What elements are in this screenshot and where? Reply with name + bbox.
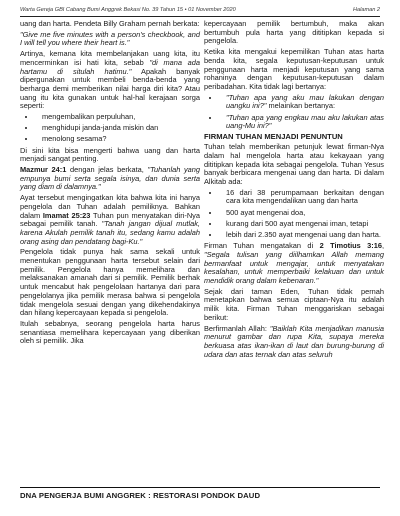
paragraph: kepercayaan pemilik bertumbuh, maka akan bertumbuh pula harta yang dititipkan kepada si pengelola. <box>204 19 384 46</box>
bullet-list <box>20 113 200 144</box>
paragraph: Tuhan telah memberikan petunjuk lewat firman-Nya dalam hal mengelola harta atau kekayaan yang dititipkan kepada kita sebagai pengelola. Tuhan Yesus banyak berbicara mengenai uang dan harta. Di dalam Alkitab ada: <box>204 142 384 186</box>
header-info: Warta Gereja GBI Cabang Bumi Anggrek Bekasi No. 39 Tahun 15 • 01 November 2020 <box>20 7 236 13</box>
list-item: • 16 dari 38 perumpamaan berkaitan dengan cara kita mengendalikan uang dan harta <box>220 189 384 206</box>
page-number: Halaman 2 <box>352 7 380 13</box>
list-item: • kurang dari 500 ayat mengenai iman, tetapi <box>220 220 384 229</box>
list-item: • menolong sesama? <box>36 135 200 144</box>
bullet-list <box>204 189 384 240</box>
list-item: • "Tuhan apa yang aku mau lakukan dengan uangku ini?" melainkan bertanya: <box>220 94 384 111</box>
list-item: • lebih dari 2.350 ayat mengenai uang dan harta. <box>220 231 384 240</box>
paragraph: Berfirmanlah Allah: "Baiklah Kita menjadikan manusia menurut gambar dan rupa Kita, supaya mereka berkuasa atas ikan-ikan di laut dan burung-burung di udara dan atas ternak dan atas seluruh <box>204 323 384 359</box>
paragraph: Pengelola tidak punya hak sama sekali untuk menentukan penggunaan harta tersebut selain dari pemilik. Pengelola hanya memelihara dan melaksanakan amanah dari si pemilik. Pemilik berhak untuk mencabut hak pengelolaan hartanya dari para pengelolanya jika pemilik merasa bahwa si pengelola tidak mengelola sesuai dengan yang dikehendakinya dan hilang kepercayaan kepada si pengelola. <box>20 247 200 318</box>
paragraph: Ketika kita mengakui kepemilikan Tuhan atas harta benda kita, segala keputusan-keputusan untuk penggunaan harta menjadi keputusan yang sama rohaninya dengan keputusan-keputusan dalam peribadahan. Kita tidak lagi bertanya: <box>204 47 384 91</box>
paragraph: Mazmur 24:1 dengan jelas berkata, "Tuhanlah yang empunya bumi serta segala isinya, dan dunia serta yang diam di dalamnya." <box>20 165 201 192</box>
paragraph: Ayat tersebut mengingatkan kita bahwa kita ini hanya pengelola dan Tuhan adalah pemiliknya. Bahkan dalam Imamat 25:23 Tuhan pun menyatakan diri-Nya sebagai pemilik tanah. "Tanah jangan dijual mutlak, karena Akulah pemilik tanah itu, sedang kamu adalah orang asing dan pendatang bagi-Ku." <box>20 193 200 246</box>
list-item: • 500 ayat mengenai doa, <box>220 209 384 218</box>
list-item: • menghidupi janda-janda miskin dan <box>36 124 200 133</box>
header-divider <box>20 16 380 17</box>
quote-billy-graham: "Give me five minutes with a person's checkbook, and I will tell you where their heart is." <box>20 29 200 48</box>
right-column <box>204 20 384 361</box>
paragraph: Sejak dari taman Eden, Tuhan tidak pernah menetapkan bahwa semua ciptaan-Nya itu adalah milik kita. Firman Tuhan menggariskan sebagai berikut: <box>204 286 384 322</box>
paragraph: Artinya, kemana kita membelanjakan uang kita, itu mencerminkan isi hati kita, sebab "di mana ada hartamu di situlah hatimu." Apakah banyak dipergunakan untuk membeli benda-benda yang berharga demi memberikan nilai harga diri kita? Atau uang itu kita gunakan untuk hal-hal kerajaan sorga seperti: <box>20 49 200 111</box>
paragraph: Di sini kita bisa mengerti bahwa uang dan harta menjadi sangat penting. <box>20 145 200 164</box>
left-column <box>20 20 200 348</box>
question-list <box>204 94 384 131</box>
paragraph: uang dan harta. Pendeta Billy Graham pernah berkata: <box>20 19 200 28</box>
page-footer: DNA PENGERJA BUMI ANGGREK : RESTORASI PONDOK DAUD <box>20 491 261 500</box>
footer-divider <box>20 487 380 488</box>
list-item: • "Tuhan apa yang engkau mau aku lakukan atas uang-Mu ini?" <box>220 114 384 131</box>
list-item: • mengembalikan perpuluhan, <box>36 113 200 122</box>
section-heading: FIRMAN TUHAN MENJADI PENUNTUN <box>204 132 343 142</box>
paragraph: Itulah sebabnya, seorang pengelola harta harus senantiasa memelihara kepercayaan yang diberikan oleh si pemilik. Jika <box>20 319 200 346</box>
paragraph: Firman Tuhan mengatakan di 2 Timotius 3:16, "Segala tulisan yang diilhamkan Allah memang bermanfaat untuk mengajar, untuk menyatakan kesalahan, untuk memperbaiki kelakuan dan untuk mendidik orang dalam kebenaran." <box>204 241 385 285</box>
page-header <box>20 4 380 16</box>
